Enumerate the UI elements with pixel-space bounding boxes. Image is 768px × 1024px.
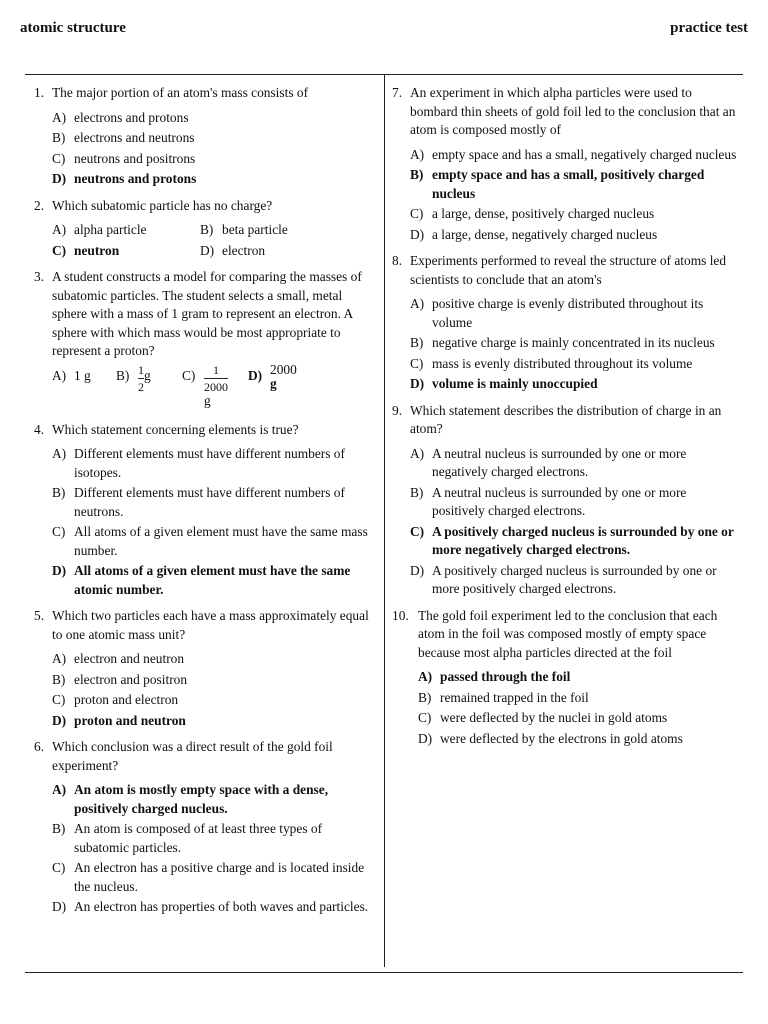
answer-choice[interactable]	[410, 355, 738, 374]
choice-text: electrons and protons	[74, 109, 189, 125]
choice-text: neutron	[74, 242, 120, 258]
choice-letter: A)	[52, 782, 67, 797]
choice-letter: B)	[418, 689, 432, 705]
answer-choice[interactable]	[52, 671, 370, 690]
choice-text: empty space and has a small, positively charged nucleus	[432, 167, 705, 201]
choice-text: empty space and has a small, negatively charged nucleus	[432, 146, 737, 162]
answer-choice[interactable]	[410, 226, 738, 245]
choice-letter: A)	[410, 296, 425, 311]
choice-letter: A)	[52, 367, 67, 383]
answer-choice[interactable]	[52, 898, 370, 917]
choice-text: electron	[222, 242, 266, 258]
question-number: 2.	[34, 197, 45, 213]
choice-text: Different elements must have different numbers of neutrons.	[74, 485, 345, 519]
answer-choice[interactable]	[418, 689, 738, 708]
fraction-bar	[204, 378, 228, 379]
fraction	[138, 363, 144, 394]
question-stem: Which statement concerning elements is true?	[52, 421, 299, 437]
question-stem: Which subatomic particle has no charge?	[52, 197, 273, 213]
choice-letter: B)	[410, 335, 424, 350]
choice-unit: g	[204, 392, 211, 408]
answer-choice-correct[interactable]	[418, 668, 738, 687]
choice-letter: D)	[248, 367, 263, 383]
answer-choice[interactable]	[410, 205, 738, 224]
choice-letter: D)	[410, 376, 425, 391]
fraction	[204, 363, 228, 408]
choice-text: An electron has a positive charge and is located inside the nucleus.	[74, 860, 365, 894]
question-number: 10.	[392, 607, 409, 623]
choice-letter: C)	[410, 523, 425, 539]
answer-choice[interactable]	[116, 362, 151, 398]
left-column	[34, 84, 370, 925]
choice-text: negative charge is mainly concentrated in its nucleus	[432, 335, 715, 350]
choice-unit: g	[144, 367, 151, 383]
choice-letter: A)	[52, 109, 67, 125]
question-stem: The major portion of an atom's mass consists of	[52, 85, 309, 100]
question-stem: The gold foil experiment led to the conclusion that each atom in the foil was composed mostly of empty space because most alpha particles directed at the foil	[418, 607, 718, 660]
answer-choice-correct[interactable]	[52, 712, 370, 731]
question-4	[34, 421, 370, 600]
choice-letter: B)	[52, 485, 66, 500]
question-2	[34, 197, 370, 261]
choice-letter: B)	[410, 167, 424, 182]
answer-choice-correct[interactable]	[248, 361, 297, 395]
choice-text: neutrons and protons	[74, 171, 197, 186]
choice-letter: A)	[52, 222, 67, 237]
answer-choice[interactable]	[182, 362, 228, 412]
answer-choice[interactable]	[410, 295, 738, 332]
answer-choice-correct[interactable]	[410, 166, 738, 203]
choice-letter: B)	[52, 130, 66, 145]
question-stem: A student constructs a model for comparing the masses of subatomic particles. The student selects a small, metal sphere with a mass of 1 gram to represent an electron. A sphere with which mass would be most appropriate to represent a proton?	[52, 269, 362, 358]
choice-letter: C)	[52, 692, 66, 707]
question-number: 8.	[392, 253, 403, 268]
choice-text: electrons and neutrons	[74, 130, 195, 145]
choice-letter: A)	[52, 651, 67, 666]
choice-letter: C)	[410, 355, 424, 371]
question-7	[392, 84, 738, 244]
choice-text: passed through the foil	[440, 669, 571, 684]
answer-choice[interactable]	[410, 484, 738, 521]
choice-letter: C)	[52, 860, 66, 875]
choice-text: were deflected by the nuclei in gold atoms	[440, 710, 668, 725]
question-6	[34, 738, 370, 917]
choice-text: A positively charged nucleus is surrounded by one or more negatively charged electrons.	[432, 523, 734, 557]
answer-choice[interactable]	[52, 445, 370, 482]
choice-text: An electron has properties of both waves and particles.	[74, 899, 369, 914]
choice-letter: D)	[52, 712, 67, 728]
question-8	[392, 252, 738, 394]
choice-text: a large, dense, negatively charged nucleus	[432, 226, 658, 242]
choice-letter: D)	[418, 730, 433, 746]
answer-choice[interactable]	[52, 691, 370, 710]
choice-letter: A)	[418, 669, 433, 684]
answer-choice[interactable]	[52, 484, 370, 521]
fraction-denominator: 2000	[204, 379, 228, 394]
answer-choice[interactable]	[418, 709, 738, 728]
question-stem: Which conclusion was a direct result of the gold foil experiment?	[52, 739, 333, 773]
answer-choice[interactable]	[52, 109, 370, 128]
choice-letter: C)	[52, 524, 66, 539]
fraction-denominator: 2	[138, 379, 144, 394]
choice-letter: B)	[52, 671, 66, 687]
answer-choice-correct[interactable]	[410, 523, 738, 560]
answer-choice[interactable]	[410, 334, 738, 353]
answer-choice[interactable]	[418, 730, 738, 749]
choice-text: beta particle	[222, 222, 288, 237]
choice-text: proton and neutron	[74, 712, 186, 728]
answer-choice[interactable]	[200, 242, 340, 261]
choice-letter: D)	[410, 226, 425, 242]
question-number: 9.	[392, 402, 403, 418]
choice-letter: C)	[52, 242, 67, 258]
choice-letter: A)	[410, 445, 425, 461]
answer-choice-correct[interactable]	[52, 781, 370, 818]
question-number: 1.	[34, 85, 45, 100]
choice-text: An atom is composed of at least three types of subatomic particles.	[74, 821, 323, 855]
answer-choice-correct[interactable]	[52, 170, 370, 189]
choice-letter: D)	[200, 242, 215, 258]
answer-choice[interactable]	[200, 221, 340, 240]
answer-choice-correct[interactable]	[410, 375, 738, 394]
choice-letter: D)	[52, 171, 67, 186]
fraction-bar	[138, 378, 144, 379]
choice-letter: D)	[52, 899, 67, 914]
answer-choice[interactable]	[410, 445, 738, 482]
answer-choice-correct[interactable]	[52, 242, 200, 261]
question-stem: An experiment in which alpha particles were used to bombard thin sheets of gold foil led to the conclusion that an atom is composed mostly of	[410, 85, 736, 137]
choice-letter: D)	[52, 563, 67, 578]
choice-text: A neutral nucleus is surrounded by one or more negatively charged electrons.	[432, 445, 687, 479]
choice-text: mass is evenly distributed throughout its volume	[432, 355, 693, 371]
answer-choice[interactable]	[52, 650, 370, 669]
test-type-label: practice test	[670, 20, 748, 36]
question-10	[392, 607, 738, 749]
choice-text: A neutral nucleus is surrounded by one or more positively charged electrons.	[432, 484, 687, 518]
fraction-numerator: 1	[138, 362, 144, 377]
footer-rule	[25, 972, 743, 973]
answer-choice[interactable]	[52, 367, 91, 386]
choice-letter: A)	[410, 146, 425, 162]
choice-letter: B)	[52, 821, 66, 836]
question-number: 7.	[392, 85, 403, 100]
question-9	[392, 402, 738, 599]
answer-choice[interactable]	[52, 221, 200, 240]
choice-letter: B)	[116, 367, 130, 383]
test-title: atomic structure	[20, 20, 126, 36]
question-stem: Which statement describes the distribution of charge in an atom?	[410, 402, 722, 436]
answer-choice[interactable]	[52, 129, 370, 148]
choice-text: volume is mainly unoccupied	[432, 376, 598, 391]
question-stem: Experiments performed to reveal the structure of atoms led scientists to conclude that an atom's	[410, 253, 727, 287]
choice-text: A positively charged nucleus is surrounded by one or more positively charged electrons.	[432, 562, 717, 596]
choice-text: electron and neutron	[74, 651, 185, 666]
choice-text: were deflected by the electrons in gold atoms	[440, 730, 683, 746]
question-1	[34, 84, 370, 189]
choice-text: electron and positron	[74, 671, 188, 687]
choice-text: remained trapped in the foil	[440, 689, 589, 705]
choice-text: An atom is mostly empty space with a dense, positively charged nucleus.	[74, 782, 329, 816]
mass-choices	[52, 361, 370, 413]
answer-choice[interactable]	[52, 859, 370, 896]
choice-letter: C)	[52, 150, 66, 166]
answer-choice[interactable]	[410, 562, 738, 599]
answer-choice[interactable]	[52, 150, 370, 169]
choice-text: positive charge is evenly distributed throughout its volume	[432, 296, 704, 330]
choice-text: proton and electron	[74, 692, 179, 707]
question-number: 5.	[34, 608, 45, 623]
choice-text: a large, dense, positively charged nucleus	[432, 206, 655, 221]
choice-text: Different elements must have different numbers of isotopes.	[74, 446, 345, 480]
question-3	[34, 268, 370, 413]
choice-text: All atoms of a given element must have the same atomic number.	[74, 563, 351, 597]
answer-choice[interactable]	[410, 146, 738, 165]
choice-text: 2000	[270, 361, 297, 377]
choice-letter: C)	[410, 206, 424, 221]
answer-choice-correct[interactable]	[52, 562, 370, 599]
column-divider	[384, 75, 385, 967]
choice-letter: C)	[418, 710, 432, 725]
choice-letter: D)	[410, 562, 425, 578]
choice-letter: B)	[410, 484, 424, 500]
question-stem: Which two particles each have a mass approximately equal to one atomic mass unit?	[52, 608, 369, 642]
question-number: 6.	[34, 739, 45, 754]
answer-choice[interactable]	[52, 523, 370, 560]
choice-text: alpha particle	[74, 222, 147, 237]
fraction-numerator: 1	[213, 362, 219, 377]
choice-unit: g	[270, 375, 277, 391]
choice-letter: C)	[182, 367, 196, 383]
choice-letter: B)	[200, 222, 214, 237]
question-number: 3.	[34, 269, 45, 284]
question-5	[34, 607, 370, 730]
choice-letter: A)	[52, 446, 67, 461]
question-number: 4.	[34, 421, 45, 437]
right-column	[392, 84, 738, 756]
choice-text: All atoms of a given element must have the same mass number.	[74, 524, 368, 558]
answer-choice[interactable]	[52, 820, 370, 857]
choice-text: 1 g	[74, 367, 91, 383]
choice-text: neutrons and positrons	[74, 150, 196, 166]
